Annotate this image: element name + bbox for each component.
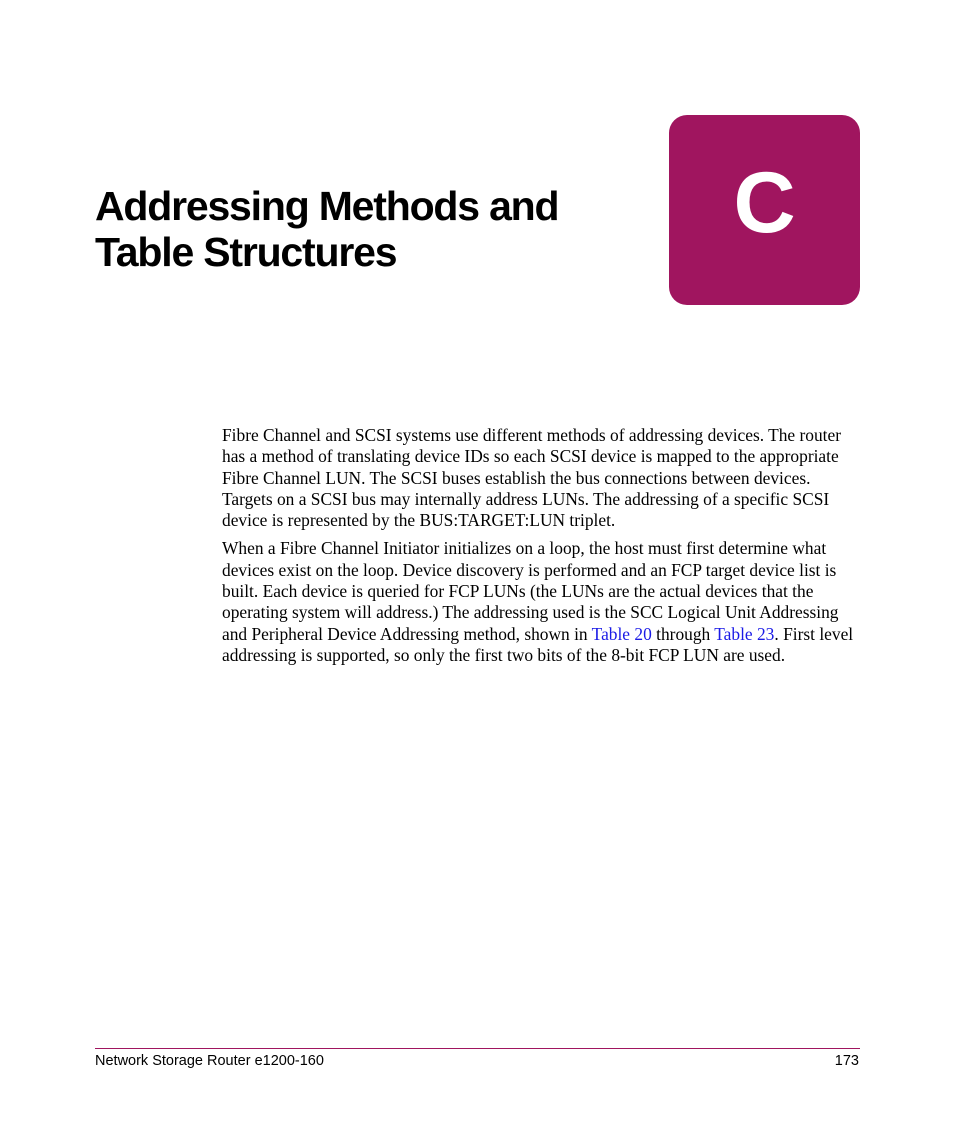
chapter-letter: C [733, 155, 796, 251]
paragraph-2-text-b: through [651, 623, 715, 644]
footer-title: Network Storage Router e1200-160 [95, 1053, 324, 1069]
paragraph-2-text-a: When a Fibre Channel Initiator initializes on a loop, the host must first determine what devices exist on the loop. Device discovery is performed and an FCP target device list is built. Each device is queried for FCP LUNs (the LUNs are the actual devices that the operating system will address.) The addressing used is the SCC Logical Unit Addressing and Peripheral Device Addressing method, shown in [222, 538, 839, 644]
chapter-title [95, 183, 615, 275]
table-20-link[interactable]: Table 20 [591, 623, 652, 644]
chapter-title-line-1: Addressing Methods and [95, 183, 559, 229]
chapter-tab [669, 115, 860, 305]
chapter-title-line-2: Table Structures [95, 229, 397, 275]
page-number: 173 [834, 1053, 859, 1069]
footer-rule [95, 1048, 860, 1049]
paragraph-2-text-c: . First level addressing is supported, so only the first two bits of the 8-bit FCP LUN are used. [222, 623, 854, 665]
paragraph-2 [222, 538, 862, 666]
body-text [222, 425, 862, 673]
table-23-link[interactable]: Table 23 [714, 623, 775, 644]
paragraph-1: Fibre Channel and SCSI systems use different methods of addressing devices. The router has a method of translating device IDs so each SCSI device is mapped to the appropriate Fibre Channel LUN. The SCSI buses establish the bus connections between devices. Targets on a SCSI bus may internally address LUNs. The addressing of a specific SCSI device is represented by the BUS:TARGET:LUN triplet. [222, 425, 842, 531]
